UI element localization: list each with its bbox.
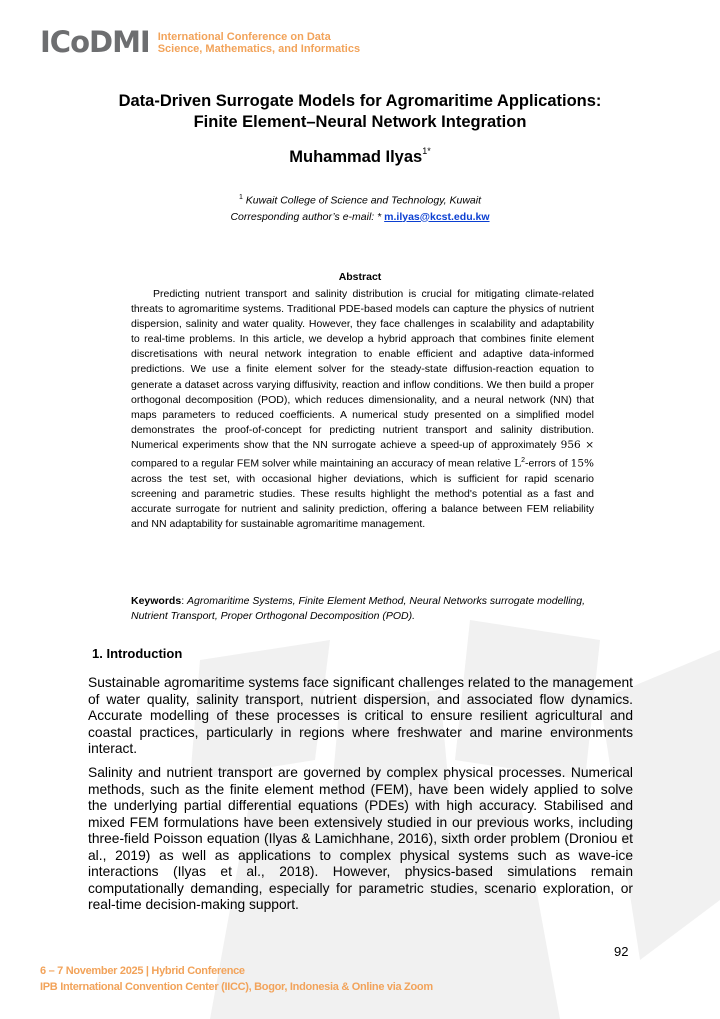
section-heading-introduction: 1. Introduction: [92, 646, 183, 661]
norm-symbol: L: [514, 457, 522, 470]
paper-title-line2: Finite Element–Neural Network Integration: [193, 113, 527, 131]
affiliation-line: [80, 190, 640, 209]
conference-footer: [40, 963, 433, 995]
norm-exponent: 2: [521, 457, 526, 465]
speedup-value: 956 ×: [560, 438, 594, 451]
corresponding-label: Corresponding author’s e-mail: *: [230, 210, 385, 223]
keywords-text: Agromaritime Systems, Finite Element Method, Neural Networks surrogate modelling, Nutrient Transport, Proper Orthogonal Decomposition (POD).: [131, 595, 586, 622]
abstract-text-part4: across the test set, with occasional higher deviations, which is sufficient for rapid scenario screening and parametric studies. These results highlight the method's potential as a fast and accurate surrogate for nutrient and salinity prediction, offering a balance between FEM reliability and NN adaptability for sustainable agromaritime management.: [131, 472, 594, 530]
intro-paragraph-2: Salinity and nutrient transport are governed by complex physical processes. Numerical methods, such as the finite element method (FEM), have been widely applied to solve the underlying partial differential equations (PDEs) with high accuracy. Stabilised and mixed FEM formulations have been extensively studied in our previous works, including three-field Poisson equation (Ilyas & Lamichhane, 2016), sixth order problem (Droniou et al., 2019) as well as applications to complex physical systems such as wave-ice interactions (Ilyas et al., 2018). However, physics-based simulations remain computationally demanding, especially for parametric studies, scenario exploration, or real-time decision-making support.: [88, 765, 633, 912]
conference-logo: ICoDMI: [40, 25, 150, 59]
footer-date: 6 – 7 November 2025 | Hybrid Conference: [40, 965, 245, 977]
abstract-text-part3: -errors of: [525, 457, 571, 470]
keywords: Keywords: Agromaritime Systems, Finite Element Method, Neural Networks surrogate modelling, Nutrient Transport, Proper Orthogonal Decomposition (POD).: [131, 595, 586, 622]
abstract-heading: Abstract: [338, 271, 382, 283]
abstract-text-part2: compared to a regular FEM solver while maintaining an accuracy of mean relative: [131, 457, 515, 470]
abstract-text-part1: Predicting nutrient transport and salinity distribution is crucial for mitigating climate-related threats to agromaritime systems. Traditional PDE-based models can capture the physics of nutrient dispersion, salinity and water quality. However, they face challenges in scalability and adaptability to real-time problems. In this article, we develop a hybrid approach that combines finite element discretisations with neural network integration to enable efficient and adaptive data-informed predictions. We use a finite element solver for the steady-state diffusion-reaction equation to generate a dataset across varying diffusivity, reaction and inflow conditions. We then build a proper orthogonal decomposition (POD), which reduces dimensionality, and a neural network (NN) that maps parameters to reduced coefficients. A numerical study presented on a simplified model demonstrates the proof-of-concept for predicting nutrient transport and salinity distribution. Numerical experiments show that the NN surrogate achieve a speed-up of approximately: [131, 288, 594, 451]
intro-paragraph-1: Sustainable agromaritime systems face significant challenges related to the management of water quality, salinity transport, nutrient dispersion, and associated flow dynamics. Accurate modelling of these processes is critical to ensure resilient agricultural and coastal practices, particularly in regions where freshwater and marine environments interact.: [88, 675, 633, 756]
conference-name-line1: International Conference on Data: [157, 30, 331, 43]
affiliation-block: [80, 190, 640, 225]
corresponding-line: [80, 209, 640, 225]
affiliation-mark: 1: [238, 194, 243, 201]
affiliation-text: Kuwait College of Science and Technology, Kuwait: [245, 194, 482, 207]
error-value: 15%: [570, 457, 594, 470]
conference-name-line2: Science, Mathematics, and Informatics: [157, 42, 361, 55]
author-line: [80, 146, 640, 167]
conference-header: [40, 25, 361, 59]
paper-title-line1: Data-Driven Surrogate Models for Agromaritime Applications:: [118, 92, 602, 110]
email-link[interactable]: m.ilyas@kcst.edu.kw: [384, 210, 490, 223]
keywords-label: Keywords: [131, 595, 182, 607]
conference-name: [158, 31, 360, 55]
author-mark: 1*: [422, 146, 431, 156]
page-number: 92: [614, 944, 629, 959]
paper-title: [80, 91, 640, 133]
abstract-text: [131, 287, 594, 532]
author-name: Muhammad Ilyas: [289, 148, 423, 166]
footer-venue: IPB International Convention Center (IICC), Bogor, Indonesia & Online via Zoom: [40, 981, 433, 993]
